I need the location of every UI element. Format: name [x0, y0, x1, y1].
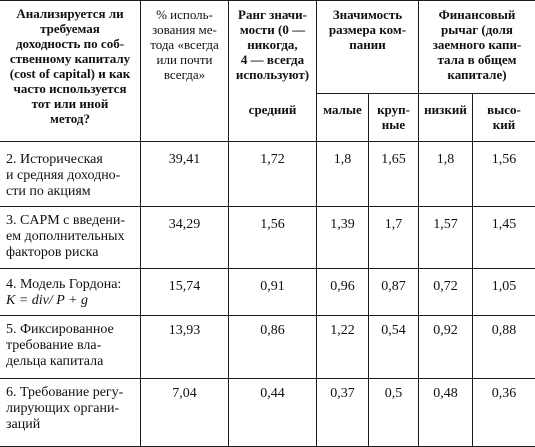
row-label-historical: 2. Историческая и средняя доходно- сти по акциям: [6, 152, 121, 199]
cell-pct: 15,74: [168, 279, 201, 294]
gordon-formula: K = div/ P + g: [6, 293, 89, 308]
cell-rank: 0,86: [260, 323, 285, 338]
cell-low: 0,48: [433, 386, 458, 401]
cell-high: 1,56: [491, 152, 517, 167]
cell-pct: 34,29: [168, 217, 201, 232]
cell-pct: 39,41: [168, 152, 201, 167]
cell-large: 0,5: [384, 386, 403, 401]
cell-low: 1,8: [436, 152, 455, 167]
subheader-high: высо- кий: [487, 102, 521, 132]
row-label-fixed: 5. Фиксированное требование вла- дельца капитала: [6, 322, 114, 369]
cell-rank: 0,44: [260, 386, 285, 401]
cell-high: 0,36: [491, 386, 517, 401]
subheader-small: малые: [323, 102, 362, 117]
row-label-gordon: 4. Модель Гордона: K = div/ P + g: [6, 277, 122, 308]
cell-small: 1,8: [333, 152, 352, 167]
cell-pct: 7,04: [172, 386, 197, 401]
cell-large: 1,7: [384, 217, 403, 232]
cell-high: 0,88: [491, 323, 517, 338]
cell-low: 1,57: [433, 217, 458, 232]
cell-rank: 1,72: [260, 152, 285, 167]
cell-rank: 0,91: [260, 279, 285, 294]
cell-pct: 13,93: [168, 323, 201, 338]
cell-rank: 1,56: [260, 217, 285, 232]
cell-low: 0,72: [433, 279, 458, 294]
cell-small: 1,39: [330, 217, 355, 232]
cell-large: 0,54: [381, 323, 406, 338]
cell-small: 1,22: [330, 323, 355, 338]
header-question: Анализируется ли требуемая доходность по соб- ственному капиталу (cost of capital) и как часто используется тот или иной метод?: [9, 6, 131, 126]
row-label-capm: 3. CAPM с введени- ем дополнительных факторов риска: [6, 213, 126, 260]
header-company-size: Значимость размера ком- пании: [328, 7, 407, 52]
cell-small: 0,37: [330, 386, 355, 401]
cell-high: 1,05: [491, 279, 517, 294]
row-label-regulators: 6. Требование регу- лирующих органи- заций: [6, 385, 124, 432]
subheader-low: низкий: [424, 102, 467, 117]
header-usage-percent: % исполь- зования ме- тода «всегда или почти всегда»: [150, 7, 219, 82]
cell-large: 1,65: [381, 152, 406, 167]
subheader-average: средний: [248, 102, 297, 117]
cell-large: 0,87: [381, 279, 406, 294]
cell-low: 0,92: [433, 323, 458, 338]
header-leverage: Финансовый рычаг (доля заемного капи- тала в общем капитале): [432, 7, 522, 82]
header-rank: Ранг значи- мости (0 — никогда, 4 — всегда используют): [235, 7, 310, 82]
cell-small: 0,96: [330, 279, 355, 294]
subheader-large: круп- ные: [377, 102, 410, 132]
cell-high: 1,45: [491, 217, 517, 232]
